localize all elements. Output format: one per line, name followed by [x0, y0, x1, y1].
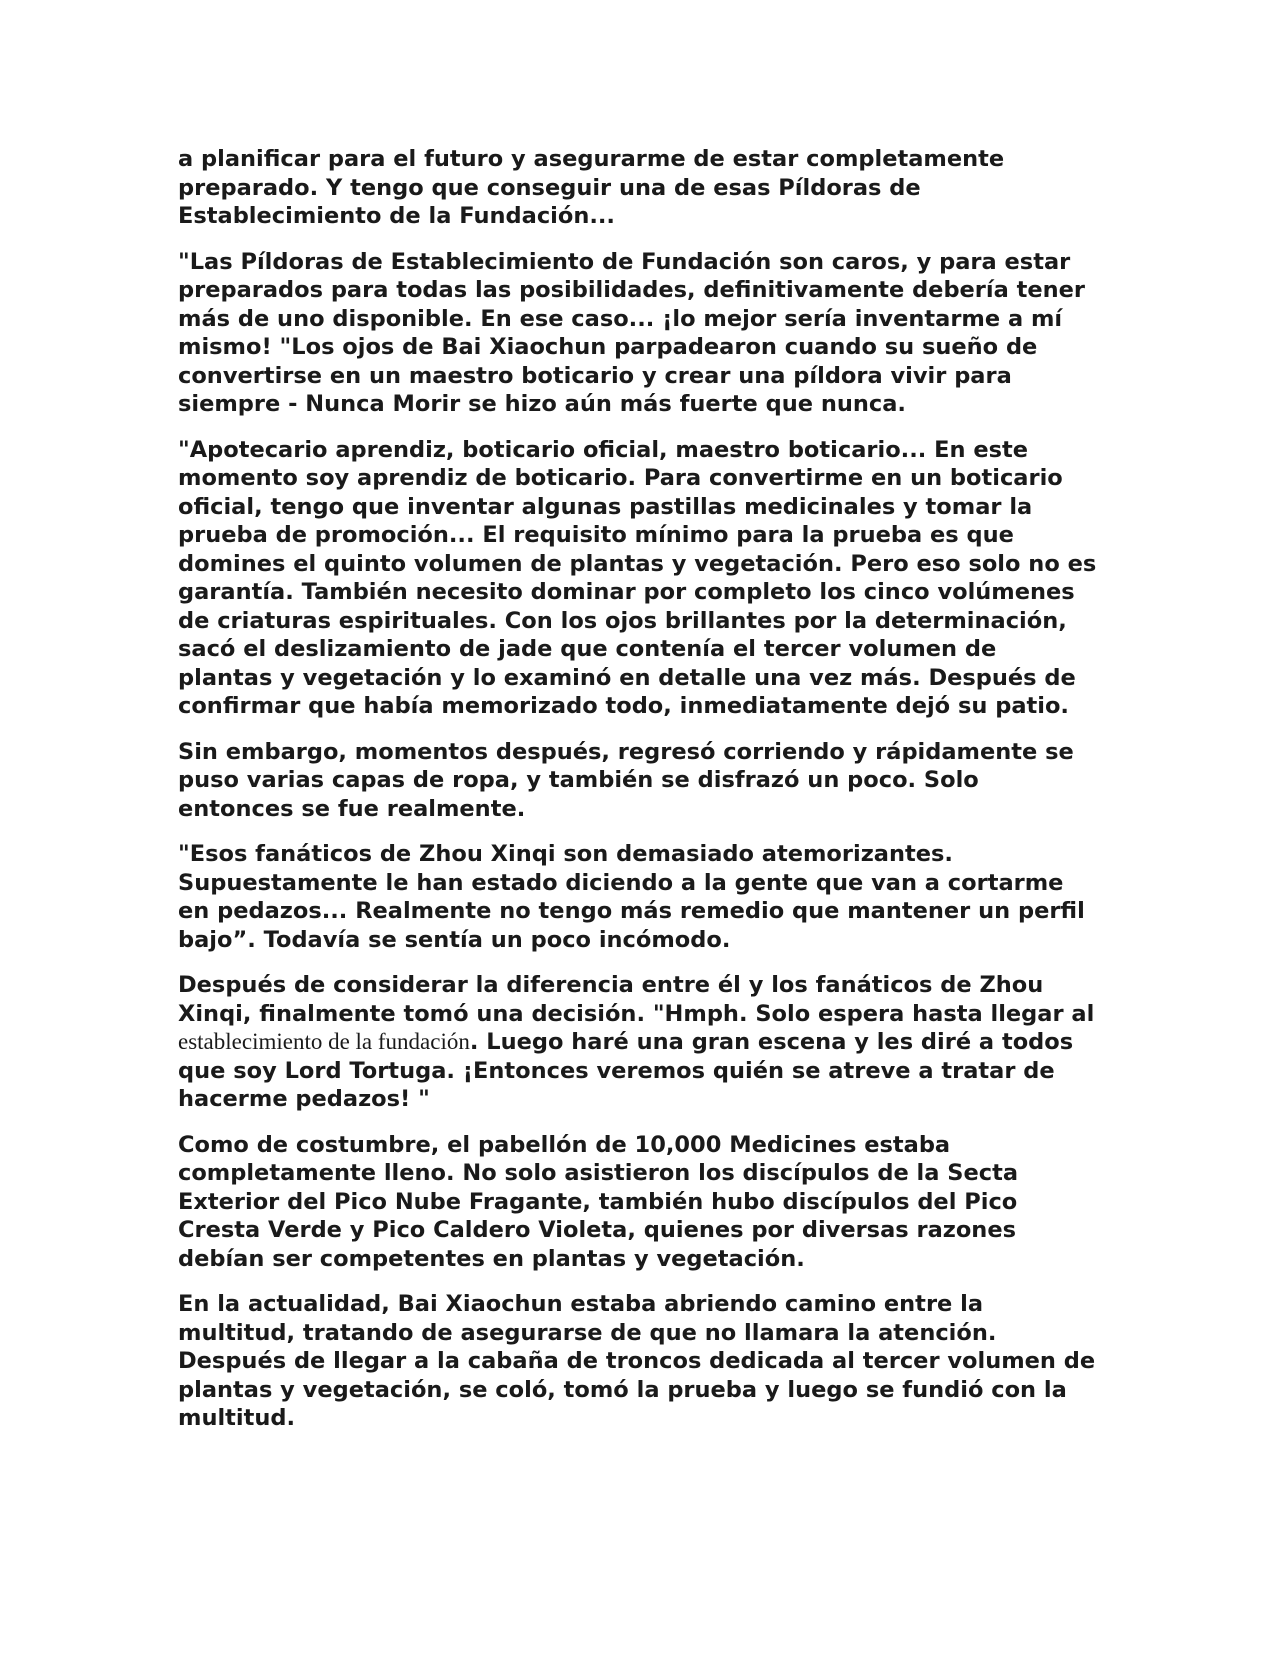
paragraph-6-serif-run: establecimiento de la fundación [178, 1029, 470, 1054]
paragraph-6-end: . Luego haré una gran escena y les diré a todos que soy Lord Tortuga. ¡Entonces veremos quién se atreve a tratar de hacerme pedazos! " [178, 1029, 1074, 1112]
paragraph-7: Como de costumbre, el pabellón de 10,000 Medicines estaba completamente lleno. No solo asistieron los discípulos de la Secta Exterior del Pico Nube Fragante, también hubo discípulos del Pico Cresta Verde y Pico Caldero Violeta, quienes por diversas razones debían ser competentes en plantas y vegetación. [178, 1131, 1019, 1272]
paragraph-1: a planificar para el futuro y asegurarme de estar completamente preparado. Y tengo que conseguir una de esas Píldoras de Establecimiento de la Fundación... [178, 146, 1005, 229]
document-page [178, 145, 1098, 1450]
paragraph-2: "Las Píldoras de Establecimiento de Fundación son caros, y para estar preparados para todas las posibilidades, definitivamente debería tener más de uno disponible. En ese caso... ¡lo mejor sería inventarme a mí mismo! "Los ojos de Bai Xiaochun parpadearon cuando su sueño de convertirse en un maestro boticario y crear una píldora vivir para siempre - Nunca Morir se hizo aún más fuerte que nunca. [178, 248, 1086, 417]
paragraph-5: "Esos fanáticos de Zhou Xinqi son demasiado atemorizantes. Supuestamente le han estado diciendo a la gente que van a cortarme en pedazos... Realmente no tengo más remedio que mantener un perfil bajo”. Todavía se sentía un poco incómodo. [178, 841, 1085, 953]
paragraph-3: "Apotecario aprendiz, boticario oficial, maestro boticario... En este momento soy aprendiz de boticario. Para convertirme en un boticario oficial, tengo que inventar algunas pastillas medicinales y tomar la prueba de promoción... El requisito mínimo para la prueba es que domines el quinto volumen de plantas y vegetación. Pero eso solo no es garantía. También necesito dominar por completo los cinco volúmenes de criaturas espirituales. Con los ojos brillantes por la determinación, sacó el deslizamiento de jade que contenía el tercer volumen de plantas y vegetación y lo examinó en detalle una vez más. Después de confirmar que había memorizado todo, inmediatamente dejó su patio. [178, 436, 1097, 719]
paragraph-6-start: Después de considerar la diferencia entre él y los fanáticos de Zhou Xinqi, finalmente tomó una decisión. "Hmph. Solo espera hasta llegar al [178, 972, 1095, 1027]
paragraph-4: Sin embargo, momentos después, regresó corriendo y rápidamente se puso varias capas de ropa, y también se disfrazó un poco. Solo entonces se fue realmente. [178, 738, 1074, 822]
paragraph-8: En la actualidad, Bai Xiaochun estaba abriendo camino entre la multitud, tratando de asegurarse de que no llamara la atención. Después de llegar a la cabaña de troncos dedicada al tercer volumen de plantas y vegetación, se coló, tomó la prueba y luego se fundió con la multitud. [178, 1291, 1096, 1431]
paragraph-6 [178, 971, 1098, 1114]
